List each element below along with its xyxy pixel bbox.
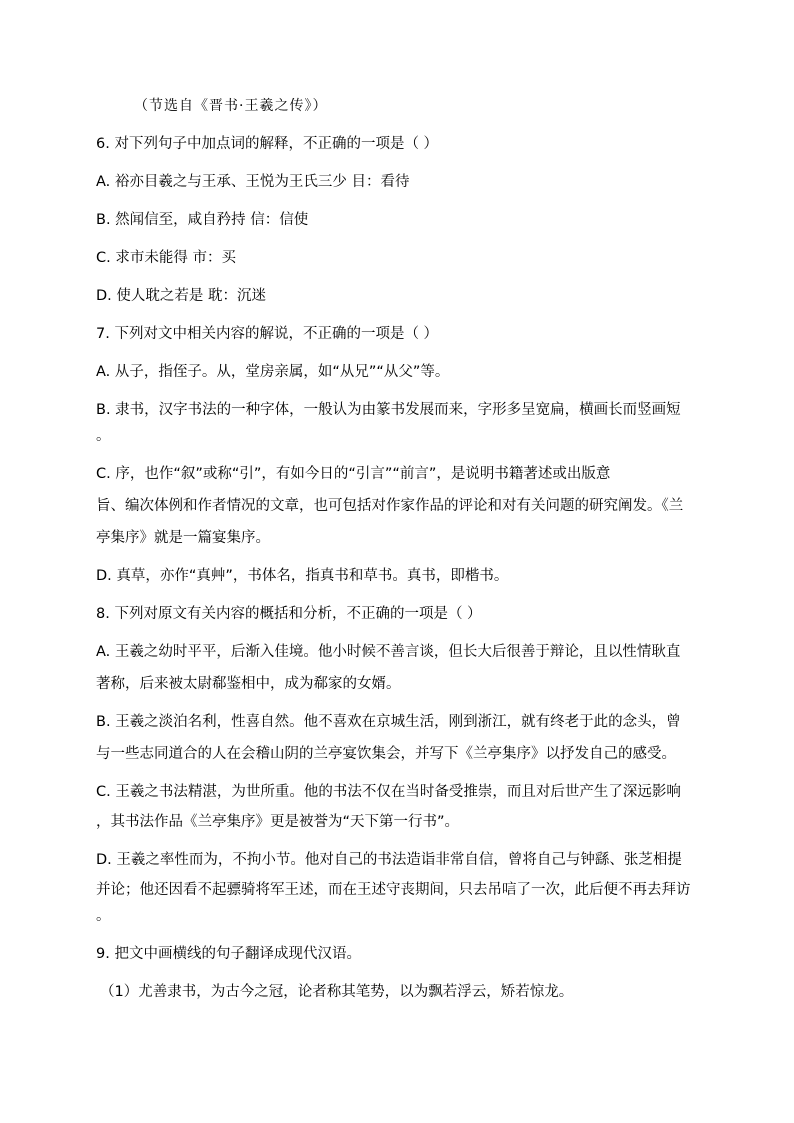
question-7-option-b-line-1: B. 隶书，汉字书法的一种字体，一般认为由篆书发展而来，字形多呈宽扁，横画长而竖画短 bbox=[96, 402, 681, 418]
question-8-option-b-line-1: B. 王羲之淡泊名利，性喜自然。他不喜欢在京城生活，刚到浙江，就有终老于此的念头，曾 bbox=[96, 714, 681, 730]
question-6-stem: 6. 对下列句子中加点词的解释，不正确的一项是（ ） bbox=[96, 136, 439, 152]
question-9-item-1: （1）尤善隶书，为古今之冠，论者称其笔势，以为飘若浮云，矫若惊龙。 bbox=[100, 984, 574, 1000]
question-7-option-c-line-1: C. 序，也作“叙”或称“引”，有如今日的“引言”“前言”，是说明书籍著述或出版意 bbox=[96, 466, 611, 482]
question-8-option-a-line-2: 著称，后来被太尉郗鉴相中，成为郗家的女婿。 bbox=[96, 676, 401, 692]
question-7-option-d: D. 真草，亦作“真艸”，书体名，指真书和草书。真书，即楷书。 bbox=[96, 568, 509, 584]
question-8-option-d-line-1: D. 王羲之率性而为，不拘小节。他对自己的书法造诣非常自信，曾将自己与钟繇、张芝相提 bbox=[96, 852, 682, 868]
question-7-option-a: A. 从子，指侄子。从，堂房亲属，如“从兄”“从父”等。 bbox=[96, 364, 450, 380]
question-8-option-d-line-3: 。 bbox=[96, 908, 111, 924]
question-7-stem: 7. 下列对文中相关内容的解说，不正确的一项是（ ） bbox=[96, 326, 439, 342]
question-7-option-b-line-2: 。 bbox=[96, 428, 111, 444]
question-9-stem: 9. 把文中画横线的句子翻译成现代汉语。 bbox=[96, 946, 361, 962]
question-6-option-c: C. 求市未能得 市：买 bbox=[96, 250, 236, 266]
question-8-option-c-line-2: ，其书法作品《兰亭集序》更是被誉为“天下第一行书”。 bbox=[96, 814, 460, 830]
question-8-option-b-line-2: 与一些志同道合的人在会稽山阴的兰亭宴饮集会，并写下《兰亭集序》以抒发自己的感受。 bbox=[96, 746, 676, 762]
question-7-option-c-line-2: 旨、编次体例和作者情况的文章，也可包括对作家作品的评论和对有关问题的研究阐发。《兰 bbox=[96, 498, 684, 514]
question-6-option-d: D. 使人耽之若是 耽：沉迷 bbox=[96, 288, 266, 304]
question-7-option-c-line-3: 亭集序》就是一篇宴集序。 bbox=[96, 530, 270, 546]
question-6-option-a: A. 裕亦目羲之与王承、王悦为王氏三少 目：看待 bbox=[96, 174, 410, 190]
question-8-stem: 8. 下列对原文有关内容的概括和分析，不正确的一项是（ ） bbox=[96, 606, 482, 622]
question-8-option-d-line-2: 并论；他还因看不起骠骑将军王述，而在王述守丧期间，只去吊唁了一次，此后便不再去拜访 bbox=[96, 882, 691, 898]
question-8-option-a-line-1: A. 王羲之幼时平平，后渐入佳境。他小时候不善言谈，但长大后很善于辩论，且以性情耿直 bbox=[96, 644, 681, 660]
question-8-option-c-line-1: C. 王羲之书法精湛，为世所重。他的书法不仅在当时备受推崇，而且对后世产生了深远影响 bbox=[96, 784, 681, 800]
question-6-option-b: B. 然闻信至，咸自矜持 信：信使 bbox=[96, 212, 309, 228]
source-note: （节选自《晋书·王羲之传》） bbox=[134, 98, 328, 114]
